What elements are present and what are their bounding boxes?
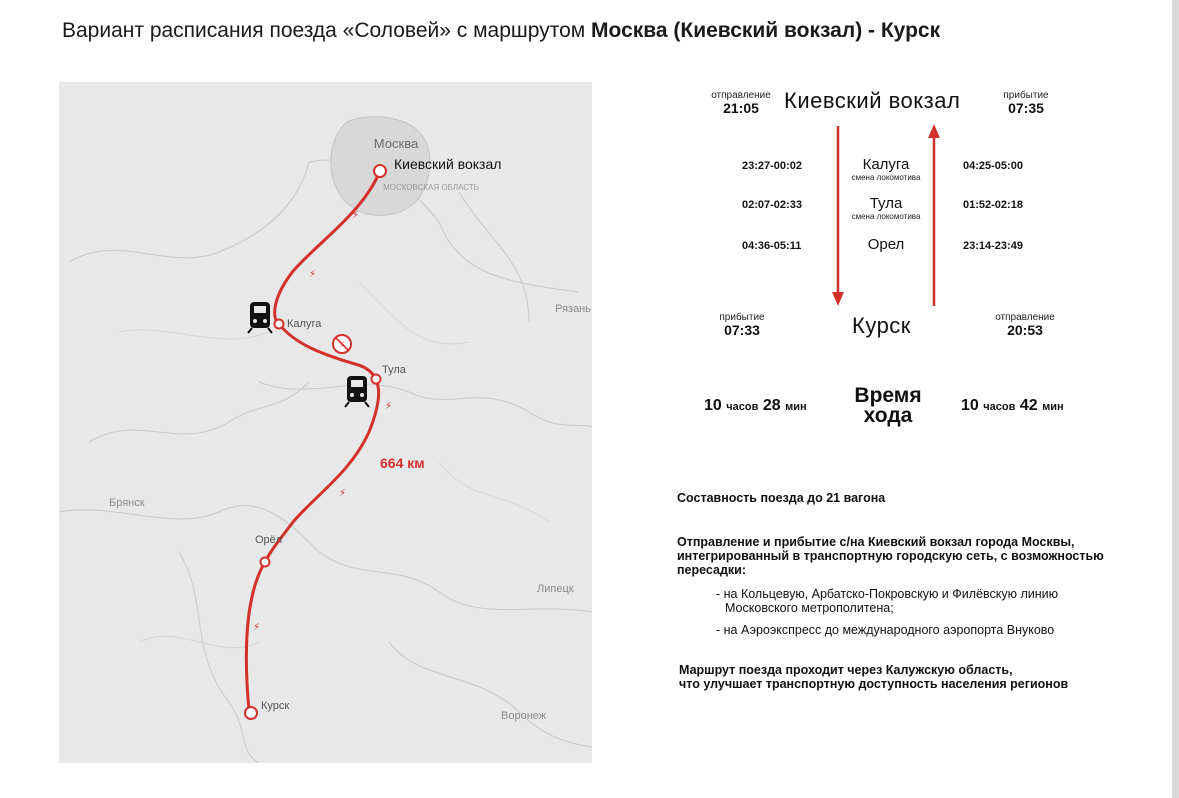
caption: отправление	[711, 90, 771, 101]
travel-time-line1: Время	[854, 384, 922, 407]
region-label-moscow: МОСКОВСКАЯ ОБЛАСТЬ	[383, 183, 479, 192]
tula-return-time: 01:52-02:18	[963, 199, 1023, 211]
hours-unit: часов	[726, 401, 759, 413]
region-boundaries	[59, 160, 592, 763]
page-title	[62, 19, 940, 43]
duration-outbound	[704, 397, 807, 415]
lightning-icon: ⚡	[253, 622, 261, 633]
train-composition: Составность поезда до 21 вагона	[677, 491, 886, 505]
up-arrow-head	[928, 124, 940, 138]
distance-label: 664 км	[380, 455, 425, 471]
station-kievsky: Киевский вокзал	[784, 88, 961, 113]
page-edge-shadow	[1172, 0, 1179, 798]
city-label-moscow: Москва	[373, 136, 419, 151]
arrival-moscow	[996, 91, 1056, 116]
duration-return	[961, 397, 1064, 415]
station-orel	[846, 236, 926, 253]
time: 07:35	[1008, 100, 1044, 116]
lightning-icon: ⚡	[352, 210, 360, 221]
station-marker-kievsky	[374, 165, 386, 177]
travel-time-label	[840, 386, 936, 426]
station-marker-kursk	[245, 707, 257, 719]
station-marker-tula	[372, 375, 381, 384]
lightning-icon: ⚡	[385, 401, 393, 412]
title-prefix: Вариант расписания поезда «Соловей» с маршрутом	[62, 19, 592, 42]
city-label-ryazan: Рязань	[555, 303, 591, 315]
time: 20:53	[1007, 322, 1043, 338]
caption: отправление	[995, 312, 1055, 323]
route-map	[59, 82, 592, 763]
departure-moscow	[706, 91, 776, 116]
station-kursk: Курск	[852, 313, 911, 338]
locomotive-icon	[248, 302, 272, 333]
time: 07:33	[724, 322, 760, 338]
svg-text:⚡: ⚡	[338, 340, 346, 351]
route-map-canvas	[59, 82, 592, 763]
bullet-line-1: - на Кольцевую, Арбатско-Покровскую и Филёвскую линию	[716, 587, 1058, 601]
region-note-line-2: что улучшает транспортную доступность населения регионов	[679, 677, 1069, 691]
station-label-orel: Орёл	[255, 534, 283, 546]
station-tula	[846, 195, 926, 221]
region-note	[679, 663, 1068, 691]
caption: прибытие	[1003, 90, 1049, 101]
station-label-kievsky: Киевский вокзал	[394, 156, 502, 172]
orel-return-time: 23:14-23:49	[963, 240, 1023, 252]
station-name: Калуга	[862, 156, 910, 173]
region-note-line-1: Маршрут поезда проходит через Калужскую область,	[679, 663, 1013, 677]
hours-unit: часов	[983, 401, 1016, 413]
departure-kursk	[990, 313, 1060, 338]
bullet-line-2: Московского метрополитена;	[725, 601, 894, 615]
city-label-bryansk: Брянск	[109, 497, 145, 509]
travel-time-line2: хода	[863, 404, 913, 427]
station-kaluga	[846, 156, 926, 182]
kaluga-outbound-time: 23:27-00:02	[742, 160, 802, 172]
station-marker-kaluga	[275, 320, 284, 329]
transfer-info	[677, 535, 1104, 577]
transfer-bullet-aeroexpress: - на Аэроэкспресс до международного аэропорта Внуково	[716, 623, 1055, 637]
route-line	[246, 171, 380, 713]
arrival-kursk	[712, 313, 772, 338]
electrification-marks	[253, 210, 392, 633]
city-label-voronezh: Воронеж	[501, 710, 547, 722]
locomotive-icon	[345, 376, 369, 407]
station-label-kaluga: Калуга	[287, 318, 322, 330]
station-marker-orel	[261, 558, 270, 567]
minor-boundaries	[119, 282, 549, 648]
tula-outbound-time: 02:07-02:33	[742, 199, 802, 211]
station-name: Тула	[869, 195, 903, 212]
title-route: Москва (Киевский вокзал) - Курск	[591, 19, 941, 42]
hours: 10	[704, 397, 722, 414]
station-label-tula: Тула	[382, 364, 406, 376]
transfer-line-2: интегрированный в транспортную городскую сеть, с возможностью	[677, 549, 1104, 563]
minutes-unit: мин	[1042, 401, 1064, 413]
no-electrification-icon	[333, 335, 351, 353]
transfer-line-3: пересадки:	[677, 563, 747, 577]
minutes: 42	[1019, 397, 1038, 414]
station-note: смена локомотива	[851, 212, 921, 221]
kaluga-return-time: 04:25-05:00	[963, 160, 1023, 172]
lightning-icon: ⚡	[339, 488, 347, 499]
caption: прибытие	[719, 312, 765, 323]
orel-outbound-time: 04:36-05:11	[742, 240, 802, 252]
transfer-line-1: Отправление и прибытие с/на Киевский вокзал города Москвы,	[677, 535, 1075, 549]
down-arrow-head	[832, 292, 844, 306]
minutes-unit: мин	[785, 401, 807, 413]
minutes: 28	[762, 397, 781, 414]
station-name: Орел	[867, 236, 905, 253]
city-label-lipetsk: Липецк	[537, 583, 574, 595]
time: 21:05	[723, 100, 759, 116]
transfer-bullet-metro	[716, 587, 1058, 615]
station-note: смена локомотива	[851, 173, 921, 182]
lightning-icon: ⚡	[309, 269, 317, 280]
hours: 10	[961, 397, 979, 414]
station-label-kursk: Курск	[261, 700, 290, 712]
